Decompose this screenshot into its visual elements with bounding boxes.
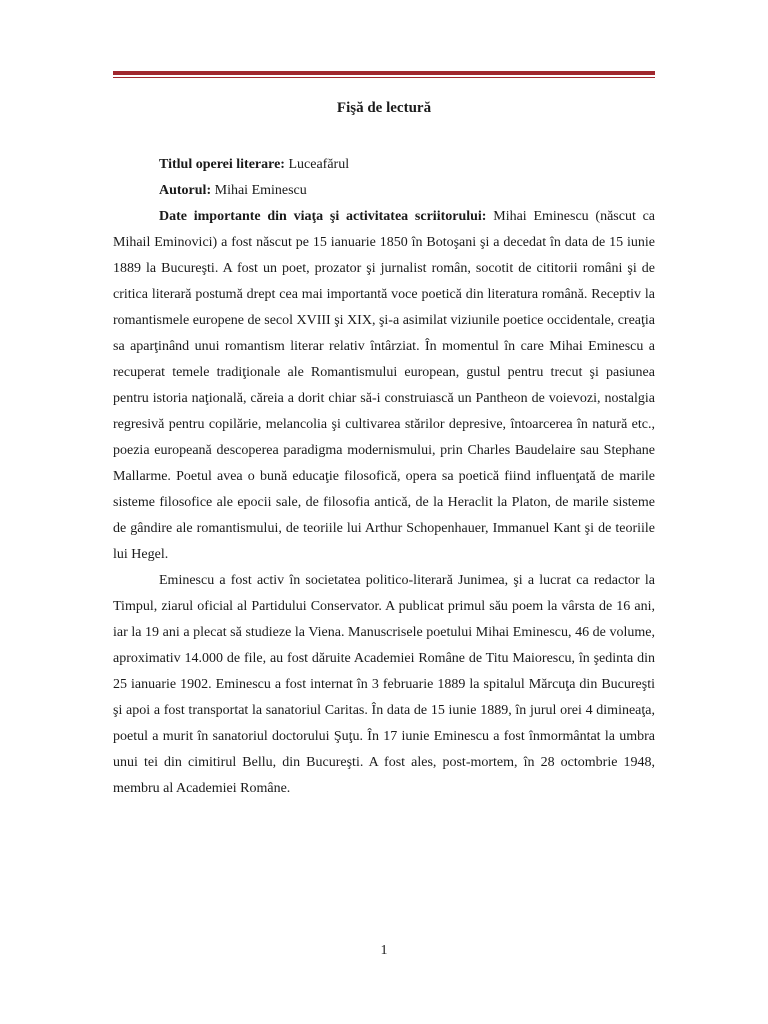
- biography-paragraph-2: Eminescu a fost activ în societatea politico-literară Junimea, şi a lucrat ca redactor la Timpul, ziarul oficial al Partidului Conservator. A publicat primul său poem la vârsta de 16 ani, iar la 19 ani a plecat să studieze la Viena. Manuscrisele poetului Mihai Eminescu, 46 de volume, aproximativ 14.000 de file, au fost dăruite Academiei Române de Titu Maiorescu, în şedinta din 25 ianuarie 1902. Eminescu a fost internat în 3 februarie 1889 la spitalul Mărcuţa din Bucureşti şi apoi a fost transportat la sanatoriul Caritas. În data de 15 iunie 1889, în jurul orei 4 dimineaţa, poetul a murit în sanatoriul doctorului Şuţu. În 17 iunie Eminescu a fost înmormântat la umbra unui tei din cimitirul Bellu, din Bucureşti. A fost ales, post-mortem, în 28 octombrie 1948, membru al Academiei Române.: [113, 573, 655, 796]
- biography-label: Date importante din viaţa şi activitatea scriitorului:: [159, 209, 487, 224]
- document-title: Fişă de lectură: [336, 100, 432, 116]
- author-value: Mihai Eminescu: [214, 183, 307, 198]
- work-title-line: [113, 152, 655, 178]
- page-number: 1: [380, 943, 388, 958]
- header-rule-thick: [113, 71, 655, 75]
- document-body: [113, 152, 655, 802]
- biography-text-1: Mihai Eminescu (născut ca Mihail Eminovici) a fost născut pe 15 ianuarie 1850 în Botoşani şi a decedat în data de 15 iunie 1889 la Bucureşti. A fost un poet, prozator şi jurnalist român, socotit de cititorii români şi de critica literară postumă drept cea mai importantă voce poetică din literatura română. Receptiv la romantismele europene de secol XVIII şi XIX, şi-a asimilat viziunile poetice occidentale, creaţia sa aparţinând unui romantism literar relativ întârziat. În momentul în care Mihai Eminescu a recuperat temele tradiţionale ale Romantismului european, gustul pentru trecut şi pasiunea pentru istoria naţională, căreia a dorit chiar să-i construiască un Pantheon de voievozi, nostalgia regresivă pentru copilărie, melancolia şi cultivarea stărilor depresive, întoarcerea în natură etc., poezia europeană descoperea paradigma modernismului, prin Charles Baudelaire sau Stephane Mallarme. Poetul avea o bună educaţie filosofică, opera sa poetică fiind influenţată de marile sisteme filosofice ale epocii sale, de filosofia antică, de la Heraclit la Platon, de marile sisteme de gândire ale romantismului, de teoriile lui Arthur Schopenhauer, Immanuel Kant şi de teoriile lui Hegel.: [113, 209, 656, 562]
- work-title-label: Titlul operei literare:: [159, 157, 285, 172]
- author-line: [113, 178, 655, 204]
- header-rule-thin: [113, 77, 655, 78]
- author-label: Autorul:: [159, 183, 212, 198]
- work-title-value: Luceafărul: [288, 157, 350, 172]
- biography-paragraph-1: [113, 204, 655, 568]
